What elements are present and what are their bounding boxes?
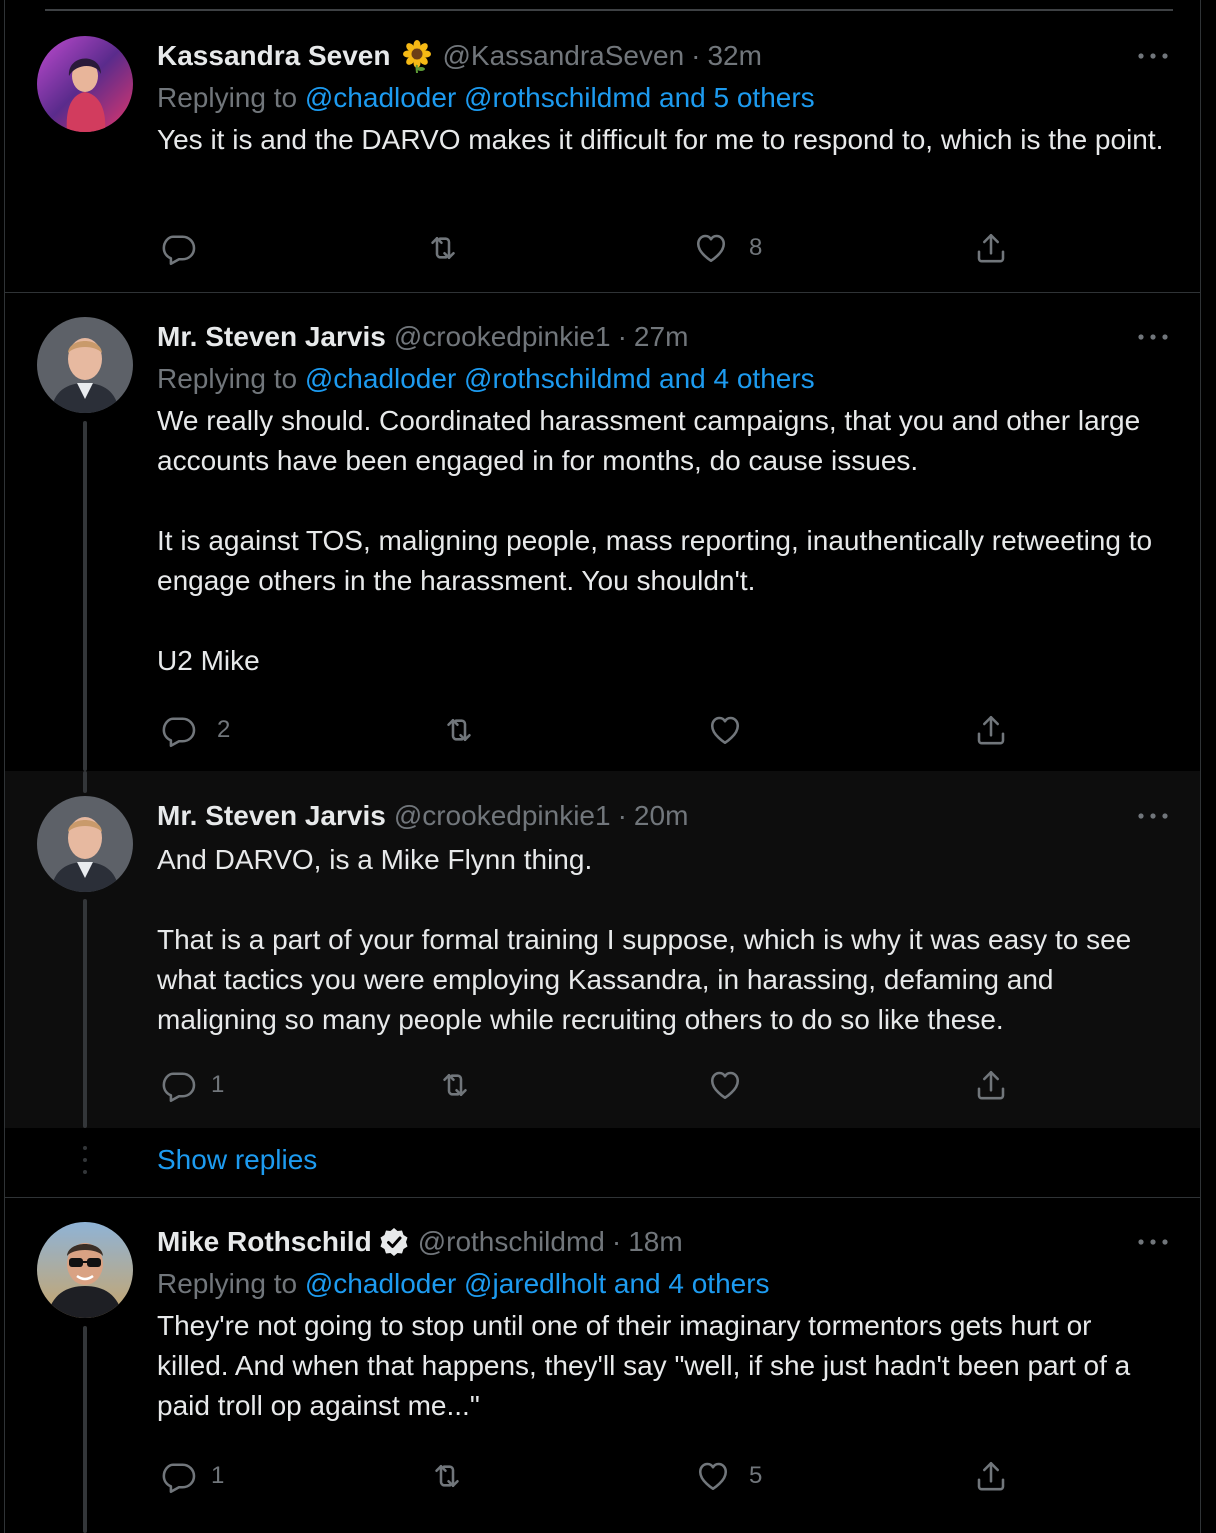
- replying-to-prefix: Replying to: [157, 1268, 298, 1299]
- share-button[interactable]: [973, 1063, 1009, 1107]
- thread-line: [83, 1326, 87, 1533]
- tweet-header: [157, 317, 1170, 357]
- action-bar: [157, 226, 1057, 270]
- share-button[interactable]: [973, 226, 1009, 270]
- replying-to: [157, 1262, 1170, 1306]
- avatar[interactable]: [37, 317, 133, 413]
- retweet-icon: [429, 1458, 465, 1494]
- more-options-icon[interactable]: [1136, 1228, 1170, 1256]
- share-button[interactable]: [973, 1454, 1009, 1498]
- tweet-header: [157, 1222, 1170, 1262]
- display-name[interactable]: Kassandra Seven: [157, 40, 391, 71]
- timestamp[interactable]: 27m: [633, 321, 689, 352]
- reply-icon: [161, 1067, 197, 1103]
- reply-icon: [161, 1458, 197, 1494]
- retweet-button[interactable]: [425, 226, 481, 270]
- thread-line: [83, 771, 87, 793]
- action-bar: [157, 1454, 1057, 1498]
- share-icon: [973, 230, 1009, 266]
- separator-dot: ·: [611, 1226, 622, 1257]
- reply-count: 1: [211, 1071, 225, 1098]
- tweet-paragraph: It is against TOS, maligning people, mass reporting, inauthentically retweeting to engage others in the harassment. You shouldn't.: [157, 525, 1160, 596]
- tweet-header: [157, 36, 1170, 76]
- like-icon: [707, 1067, 743, 1103]
- tweet-paragraph: And DARVO, is a Mike Flynn thing.: [157, 844, 593, 875]
- action-bar: [157, 708, 1057, 752]
- avatar[interactable]: [37, 796, 133, 892]
- separator-dot: ·: [617, 800, 627, 831]
- share-icon: [973, 712, 1009, 748]
- retweet-button[interactable]: [437, 1063, 493, 1107]
- reply-button[interactable]: [161, 226, 217, 270]
- display-name[interactable]: Mike Rothschild: [157, 1226, 372, 1257]
- timestamp[interactable]: 18m: [628, 1226, 683, 1257]
- avatar[interactable]: [37, 36, 133, 132]
- like-count: 8: [749, 234, 763, 261]
- show-replies-link[interactable]: Show replies: [157, 1144, 318, 1175]
- reply-count: 1: [211, 1462, 225, 1489]
- like-icon: [707, 712, 743, 748]
- more-options-icon[interactable]: [1136, 42, 1170, 70]
- reply-button[interactable]: [161, 1063, 224, 1107]
- reply-icon: [161, 230, 197, 266]
- like-button[interactable]: [707, 1063, 763, 1107]
- replying-to-links[interactable]: @chadloder @rothschildmd and 5 others: [304, 82, 815, 113]
- verified-badge-icon: [378, 1226, 410, 1258]
- tweet-paragraph: That is a part of your formal training I suppose, which is why it was easy to see what tactics you were employing Kassandra, in harassing, defaming and maligning so many people while recruiting others to do so like these.: [157, 924, 1139, 1035]
- retweet-icon: [437, 1067, 473, 1103]
- tweet-text: [157, 1306, 1170, 1426]
- reply-button[interactable]: [161, 708, 230, 752]
- tweet-text: [157, 120, 1170, 160]
- share-icon: [973, 1458, 1009, 1494]
- tweet-paragraph: We really should. Coordinated harassment campaigns, that you and other large accounts have been engaged in for months, do cause issues.: [157, 405, 1148, 476]
- tweet-paragraph: U2 Mike: [157, 645, 260, 676]
- retweet-button[interactable]: [429, 1454, 485, 1498]
- tweet[interactable]: [5, 771, 1200, 1128]
- like-icon: [695, 1458, 731, 1494]
- like-icon: [693, 230, 729, 266]
- tweet-paragraph: Yes it is and the DARVO makes it difficult for me to respond to, which is the point.: [157, 124, 1164, 155]
- display-name[interactable]: Mr. Steven Jarvis: [157, 800, 386, 831]
- reply-icon: [161, 712, 197, 748]
- tweet[interactable]: [5, 12, 1200, 292]
- avatar[interactable]: [37, 1222, 133, 1318]
- like-button[interactable]: [695, 1454, 762, 1498]
- like-button[interactable]: [693, 226, 762, 270]
- timestamp[interactable]: 20m: [633, 800, 689, 831]
- sunflower-emoji-icon: [400, 39, 434, 73]
- separator-dot: ·: [691, 40, 701, 71]
- action-bar: [157, 1063, 1057, 1107]
- share-icon: [973, 1067, 1009, 1103]
- replying-to-links[interactable]: @chadloder @jaredlholt and 4 others: [304, 1268, 770, 1299]
- tweet-text: [157, 401, 1170, 681]
- display-name[interactable]: Mr. Steven Jarvis: [157, 321, 386, 352]
- thread-continuation-dots: [83, 1146, 87, 1182]
- reply-button[interactable]: [161, 1454, 224, 1498]
- retweet-icon: [425, 230, 461, 266]
- like-count: 5: [749, 1462, 763, 1489]
- reply-count: 2: [217, 716, 231, 743]
- like-button[interactable]: [707, 708, 763, 752]
- more-options-icon[interactable]: [1136, 323, 1170, 351]
- replying-to-links[interactable]: @chadloder @rothschildmd and 4 others: [304, 363, 815, 394]
- timeline-column: [4, 0, 1201, 1533]
- user-handle[interactable]: @rothschildmd: [417, 1226, 605, 1257]
- replying-to-prefix: Replying to: [157, 82, 298, 113]
- share-button[interactable]: [973, 708, 1009, 752]
- user-handle[interactable]: @KassandraSeven: [442, 40, 685, 71]
- replying-to-prefix: Replying to: [157, 363, 298, 394]
- separator-dot: ·: [617, 321, 627, 352]
- tweet-header: [157, 796, 1170, 836]
- retweet-button[interactable]: [441, 708, 497, 752]
- replying-to: [157, 357, 1170, 401]
- more-options-icon[interactable]: [1136, 802, 1170, 830]
- tweet[interactable]: [5, 1198, 1200, 1533]
- tweet-paragraph: They're not going to stop until one of their imaginary tormentors gets hurt or killed. And when that happens, they'll say "well, if she just hadn't been part of a paid troll op against me...": [157, 1310, 1139, 1421]
- tweet-text: [157, 840, 1170, 1040]
- tweet[interactable]: [5, 293, 1200, 771]
- thread-line: [83, 899, 87, 1128]
- top-divider: [45, 9, 1173, 11]
- replying-to: [157, 76, 1170, 120]
- user-handle[interactable]: @crookedpinkie1: [393, 800, 611, 831]
- retweet-icon: [441, 712, 477, 748]
- thread-line: [83, 421, 87, 771]
- user-handle[interactable]: @crookedpinkie1: [393, 321, 611, 352]
- timestamp[interactable]: 32m: [707, 40, 762, 71]
